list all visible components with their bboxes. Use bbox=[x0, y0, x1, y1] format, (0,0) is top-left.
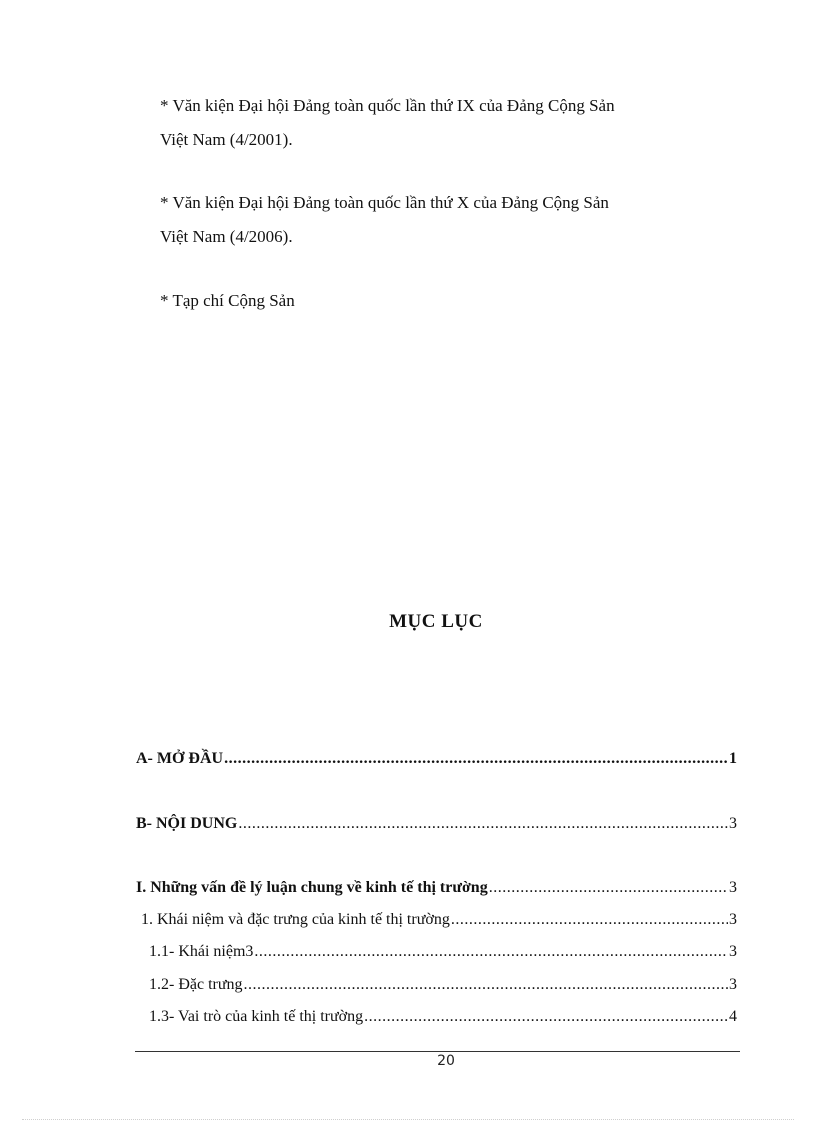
toc-entry-section-1-3[interactable] bbox=[149, 1008, 737, 1026]
reference-item bbox=[160, 284, 700, 318]
toc-entry-noi-dung[interactable] bbox=[136, 815, 737, 833]
footer-page-number: 20 bbox=[437, 1053, 455, 1069]
toc-dot-leader bbox=[254, 943, 728, 961]
toc-entry-label: I. Những vấn đề lý luận chung về kinh tế thị trường bbox=[136, 879, 488, 896]
toc-entry-section-i[interactable] bbox=[136, 879, 737, 897]
toc-page-number: 3 bbox=[729, 879, 737, 896]
reference-text-line: Việt Nam (4/2006). bbox=[160, 227, 293, 246]
toc-dot-leader bbox=[224, 750, 728, 768]
toc-entry-section-1-1[interactable] bbox=[149, 943, 737, 961]
reference-text-line: * Văn kiện Đại hội Đảng toàn quốc lần thứ X của Đảng Cộng Sản bbox=[160, 193, 609, 212]
toc-entry-label: 1.1- Khái niệm3 bbox=[149, 943, 254, 960]
toc-page-number: 3 bbox=[729, 815, 737, 832]
toc-entry-mo-dau[interactable] bbox=[136, 750, 737, 768]
reference-text-line: Việt Nam (4/2001). bbox=[160, 130, 293, 149]
toc-entry-section-1[interactable] bbox=[141, 911, 737, 929]
toc-entry-label: 1.2- Đặc trưng bbox=[149, 976, 243, 993]
toc-entry-label: A- MỞ ĐẦU bbox=[136, 750, 224, 767]
toc-dot-leader bbox=[489, 879, 728, 897]
page-bottom-edge bbox=[22, 1119, 794, 1120]
toc-entry-label: 1.3- Vai trò của kinh tế thị trường bbox=[149, 1008, 364, 1025]
toc-page-number: 3 bbox=[729, 911, 737, 928]
reference-text-line: * Tạp chí Cộng Sản bbox=[160, 291, 295, 310]
toc-title: MỤC LỤC bbox=[389, 611, 483, 632]
toc-dot-leader bbox=[364, 1008, 728, 1026]
toc-entry-label: 1. Khái niệm và đặc trưng của kinh tế thị trường bbox=[141, 911, 450, 928]
toc-page-number: 1 bbox=[729, 750, 737, 767]
toc-page-number: 4 bbox=[729, 1008, 737, 1025]
toc-dot-leader bbox=[244, 976, 728, 994]
toc-entry-label: B- NỘI DUNG bbox=[136, 815, 238, 832]
toc-entry-section-1-2[interactable] bbox=[149, 976, 737, 994]
reference-item bbox=[160, 186, 700, 254]
reference-item bbox=[160, 89, 700, 157]
footer-divider bbox=[135, 1051, 740, 1052]
reference-text-line: * Văn kiện Đại hội Đảng toàn quốc lần thứ IX của Đảng Cộng Sản bbox=[160, 96, 615, 115]
toc-page-number: 3 bbox=[729, 976, 737, 993]
toc-dot-leader bbox=[451, 911, 728, 929]
toc-page-number: 3 bbox=[729, 943, 737, 960]
toc-dot-leader bbox=[238, 815, 728, 833]
